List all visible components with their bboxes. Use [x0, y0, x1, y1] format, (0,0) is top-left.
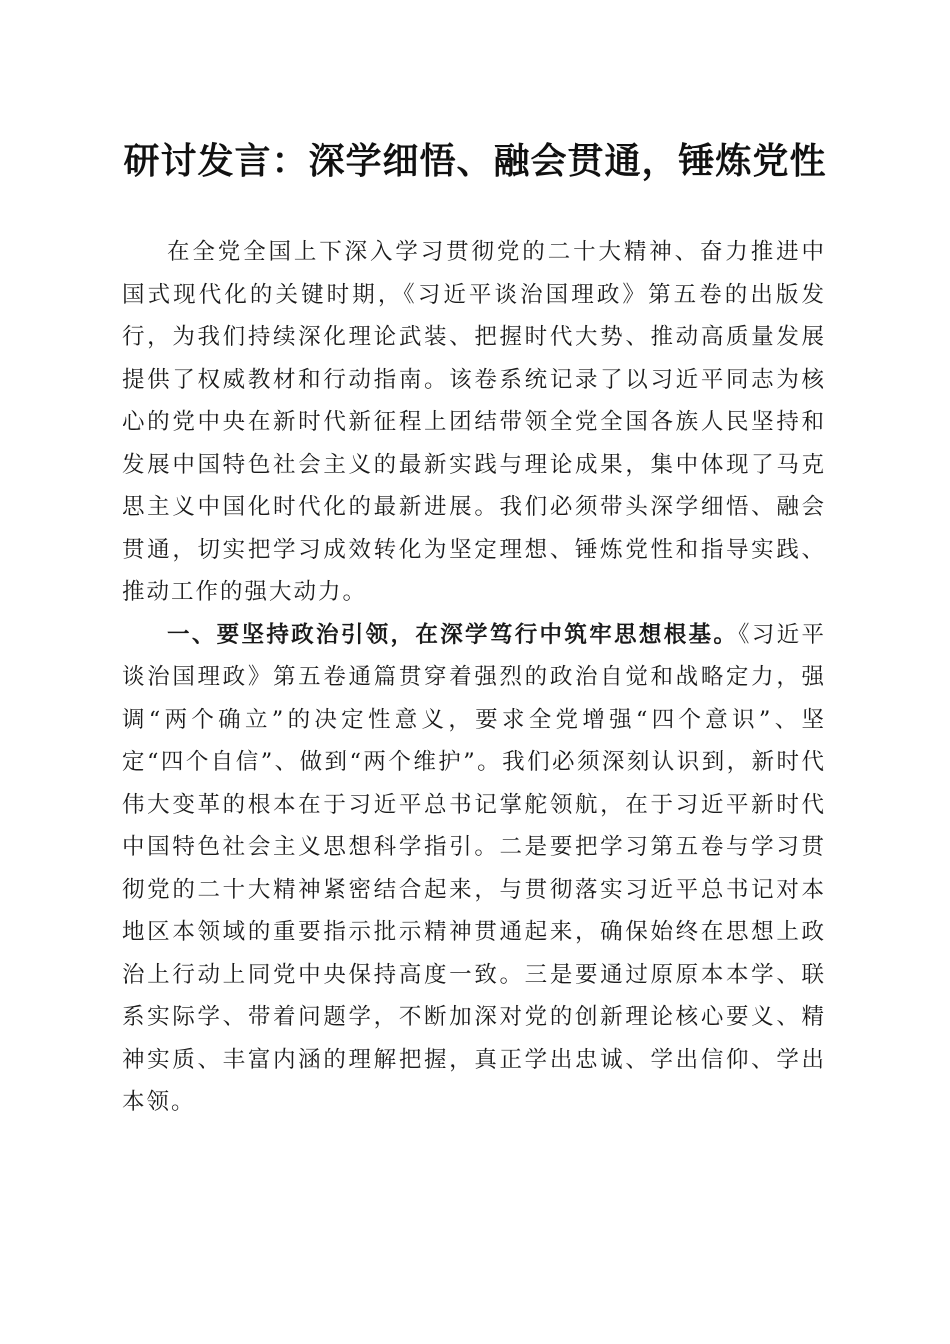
- paragraph-text: 在全党全国上下深入学习贯彻党的二十大精神、奋力推进中国式现代化的关键时期，《习近平谈治国理政》第五卷的出版发行，为我们持续深化理论武装、把握时代大势、推动高质量发展提供了权威教材和行动指南。该卷系统记录了以习近平同志为核心的党中央在新时代新征程上团结带领全党全国各族人民坚持和发展中国特色社会主义的最新实践与理论成果，集中体现了马克思主义中国化时代化的最新进展。我们必须带头深学细悟、融会贯通，切实把学习成效转化为坚定理想、锤炼党性和指导实践、推动工作的强大动力。: [122, 239, 826, 605]
- section-heading: 一、要坚持政治引领，在深学笃行中筑牢思想根基。: [167, 621, 739, 648]
- document-body: [122, 231, 826, 1124]
- paragraph-section-one: [122, 614, 826, 1124]
- document-title: 研讨发言：深学细悟、融会贯通，锤炼党性: [123, 140, 827, 182]
- paragraph-text: 《习近平谈治国理政》第五卷通篇贯穿着强烈的政治自觉和战略定力，强调“两个确立”的决定性意义，要求全党增强“四个意识”、坚定“四个自信”、做到“两个维护”。我们必须深刻认识到，新时代伟大变革的根本在于习近平总书记掌舵领航，在于习近平新时代中国特色社会主义思想科学指引。二是要把学习第五卷与学习贯彻党的二十大精神紧密结合起来，与贯彻落实习近平总书记对本地区本领域的重要指示批示精神贯通起来，确保始终在思想上政治上行动上同党中央保持高度一致。三是要通过原原本本学、联系实际学、带着问题学，不断加深对党的创新理论核心要义、精神实质、丰富内涵的理解把握，真正学出忠诚、学出信仰、学出本领。: [122, 621, 826, 1115]
- paragraph-intro: [122, 231, 826, 614]
